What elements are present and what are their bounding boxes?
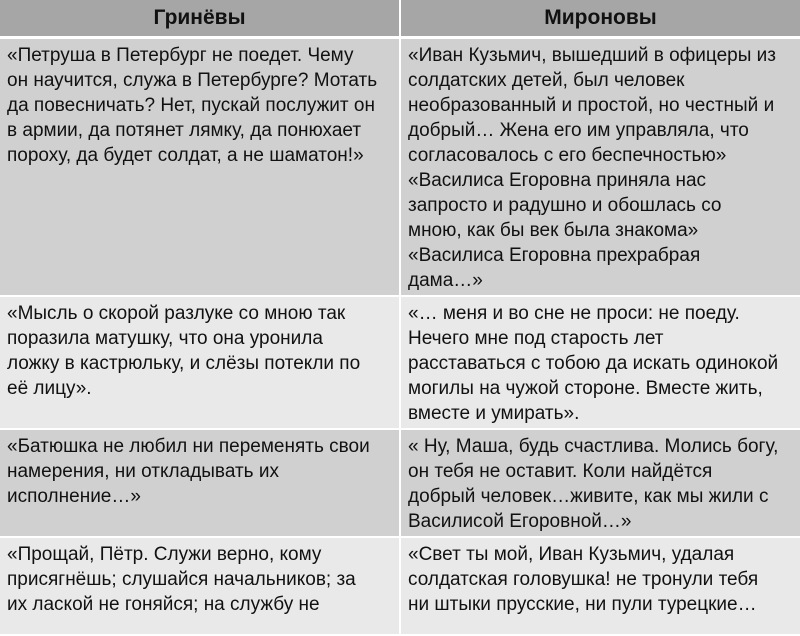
table-row xyxy=(0,38,800,297)
table-row xyxy=(0,296,800,429)
cell-mironovy-quote: «… меня и во сне не проси: не поеду. Нечего мне под старость лет расставаться с тобою да искать одинокой могилы на чужой стороне. Вместе жить, вместе и умирать». xyxy=(400,296,800,429)
cell-grinevy-quote: «Прощай, Пётр. Служи верно, кому присягнёшь; слушайся начальников; за их лаской не гоняйся; на службу не xyxy=(0,537,400,635)
table-row xyxy=(0,537,800,635)
cell-grinevy-quote: «Мысль о скорой разлуке со мною так поразила матушку, что она уронила ложку в кастрюльку, и слёзы потекли по её лицу». xyxy=(0,296,400,429)
cell-mironovy-quote: « Ну, Маша, будь счастлива. Молись богу, он тебя не оставит. Коли найдётся добрый человек…живите, как мы жили с Василисой Егоровной…» xyxy=(400,429,800,537)
cell-mironovy-quote: «Иван Кузьмич, вышедший в офицеры из солдатских детей, был человек необразованный и простой, но честный и добрый… Жена его им управляла, что согласовалось с его беспечностью» «Василиса Егоровна приняла нас запросто и радушно и обошлась со мною, как бы век была знакома» «Василиса Егоровна прехрабрая дама…» xyxy=(400,38,800,297)
header-mironovy: Мироновы xyxy=(400,0,800,38)
header-grinevy: Гринёвы xyxy=(0,0,400,38)
cell-grinevy-quote: «Батюшка не любил ни переменять свои намерения, ни откладывать их исполнение…» xyxy=(0,429,400,537)
cell-mironovy-quote: «Свет ты мой, Иван Кузьмич, удалая солдатская головушка! не тронули тебя ни штыки прусские, ни пули турецкие… xyxy=(400,537,800,635)
cell-grinevy-quote: «Петруша в Петербург не поедет. Чему он научится, служа в Петербурге? Мотать да повесничать? Нет, пускай послужит он в армии, да потянет лямку, да понюхает пороху, да будет солдат, а не шаматон!» xyxy=(0,38,400,297)
table-row xyxy=(0,429,800,537)
table-header-row xyxy=(0,0,800,38)
